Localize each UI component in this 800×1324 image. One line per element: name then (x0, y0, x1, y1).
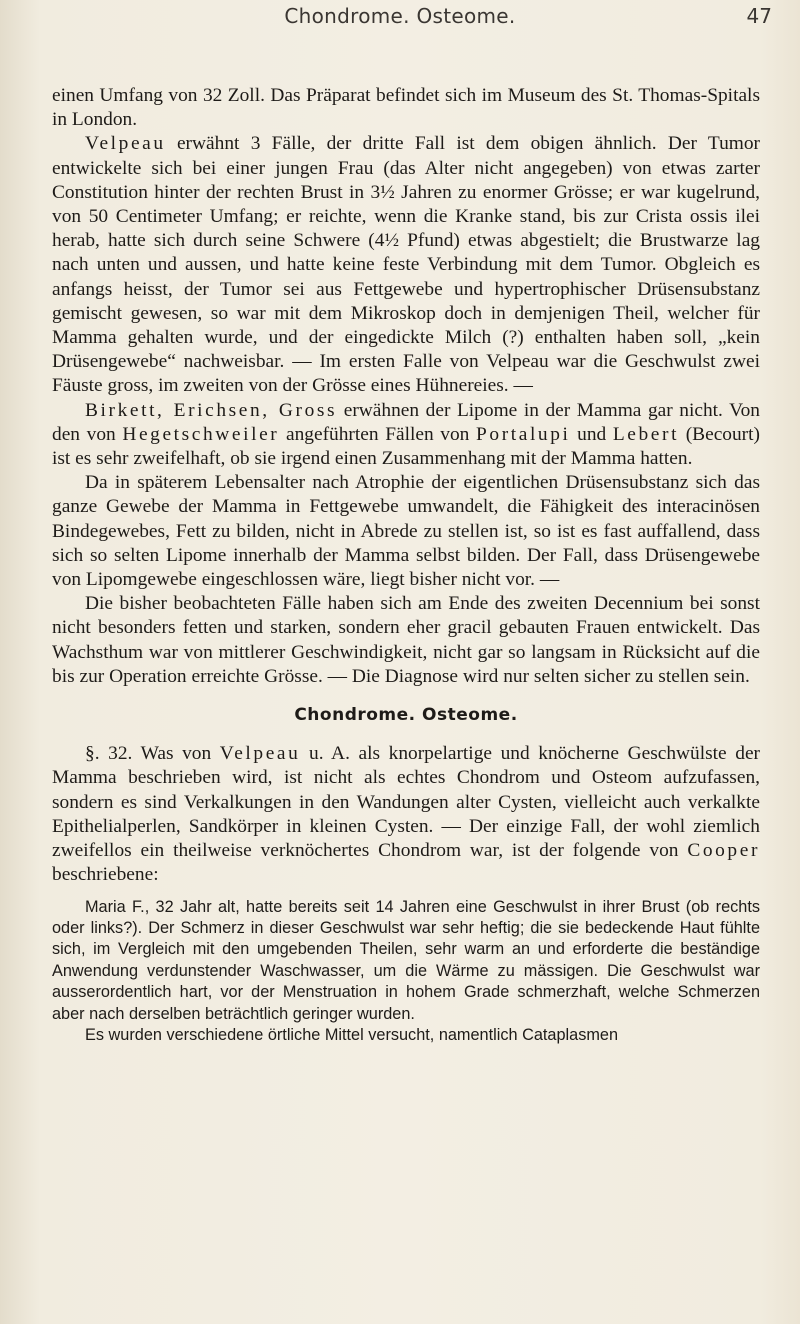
paragraph-text: beschriebene: (52, 864, 159, 886)
paragraph-text: u. A. als knorpelartige und knöcherne Geschwülste der Mamma beschrieben wird, ist nicht als echtes Chondrom und Osteom aufzufassen, sondern es sind Verkalkungen in den Wandungen alter Cysten, vielleicht auch verkalkte Epithelialperlen, Sandkörper in kleinen Cysten. — Der einzige Fall, der wohl ziemlich zweifellos ein theilweise verknöchertes Chondrom war, ist der folgende von (52, 743, 761, 862)
paragraph-6 (52, 742, 760, 887)
section-heading: Chondrome. Osteome. (294, 705, 518, 726)
case-paragraph-2: Es wurden verschiedene örtliche Mittel versucht, namentlich Cataplasmen (85, 1025, 619, 1044)
body-text (52, 84, 760, 1046)
case-report (52, 897, 760, 1047)
author-name: Hegetschweiler (122, 423, 280, 445)
author-name: Velpeau (219, 743, 301, 765)
page-number: 47 (746, 4, 772, 28)
author-name: Cooper (687, 840, 760, 862)
running-title: Chondrome. Osteome. (284, 4, 516, 28)
paragraph-text: (Becourt) ist es sehr zweifelhaft, ob sie irgend einen Zusammenhang mit der Mamma hatten. (52, 423, 760, 470)
paragraph-text: §. 32. Was von (85, 743, 220, 765)
author-name: Lebert (612, 423, 680, 445)
paragraph-text: erwähnen der Lipome in der Mamma gar nicht. Von den von (52, 399, 760, 445)
paragraph-1: einen Umfang von 32 Zoll. Das Präparat befindet sich im Museum des St. Thomas-Spitals in London. (52, 85, 760, 131)
paragraph-4: Da in späterem Lebensalter nach Atrophie der eigentlichen Drüsensubstanz sich das ganze Gewebe der Mamma in Fettgewebe umwandelt, die Fähigkeit des interacinösen Bindegewebes, Fett zu bilden, nicht in Abrede zu stellen ist, so ist es fast auffallend, dass sich so selten Lipome innerhalb der Mamma selbst bilden. Der Fall, dass Drüsengewebe von Lipomgewebe eingeschlossen wäre, liegt bisher nicht vor. — (52, 472, 760, 591)
paragraph-3 (52, 399, 760, 472)
paragraph-text: erwähnt 3 Fälle, der dritte Fall ist dem obigen ähnlich. Der Tumor entwickelte sich bei einer jungen Frau (das Alter nicht angegeben) von etwas zarter Constitution hinter der rechten Brust in 3½ Jahren zu enormer Grösse; er war kugelrund, von 50 Centimeter Umfang; er reichte, wenn die Kranke stand, bis zur Crista ossis ilei herab, hatte sich durch seine Schwere (4½ Pfund) etwas abgestielt; die Brustwarze lag nach unten und aussen, und hatte keine feste Verbindung mit dem Tumor. Obgleich es anfangs heisst, der Tumor sei aus Fettgewebe und hypertrophischer Drüsensubstanz gemischt gewesen, so war mit dem Mikroskop doch in demjenigen Theil, welcher für Mamma gehalten wurde, und der eingedickte Milch (?) enthalten haben soll, „kein Drüsengewebe“ nachweisbar. — Im ersten Falle von Velpeau war die Geschwulst zwei Fäuste gross, im zweiten von der Grösse eines Hühnereies. — (52, 133, 760, 397)
paragraph-text: angeführten Fällen von (279, 423, 477, 445)
author-name: Velpeau (85, 133, 166, 155)
paragraph-2 (52, 132, 760, 398)
page-header (0, 2, 800, 32)
paragraph-5: Die bisher beobachteten Fälle haben sich am Ende des zweiten Decennium bei sonst nicht besonders fetten und starken, sondern eher gracil gebauten Frauen entwickelt. Das Wachsthum war von mittlerer Geschwindigkeit, nicht gar so langsam in Rücksicht auf die bis zur Operation erreichte Grösse. — Die Diagnose wird nur selten sicher zu stellen sein. (52, 593, 760, 687)
paragraph-text: und (570, 423, 613, 445)
author-name: Portalupi (476, 423, 571, 445)
author-name: Birkett, Erichsen, Gross (85, 399, 338, 421)
case-paragraph-1: Maria F., 32 Jahr alt, hatte bereits seit 14 Jahren eine Geschwulst in ihrer Brust (ob rechts oder links?). Der Schmerz in dieser Geschwulst war sehr heftig; die sie bedeckende Haut fühlte sich, im Vergleich mit den umgebenden Theilen, sehr warm an und erforderte die beständige Anwendung verdunstender Waschwasser, um die Wärme zu mässigen. Die Geschwulst war ausserordentlich hart, vor der Menstruation in hohem Grade schmerzhaft, welche Schmerzen aber nach derselben beträchtlich geringer wurden. (52, 897, 760, 1023)
